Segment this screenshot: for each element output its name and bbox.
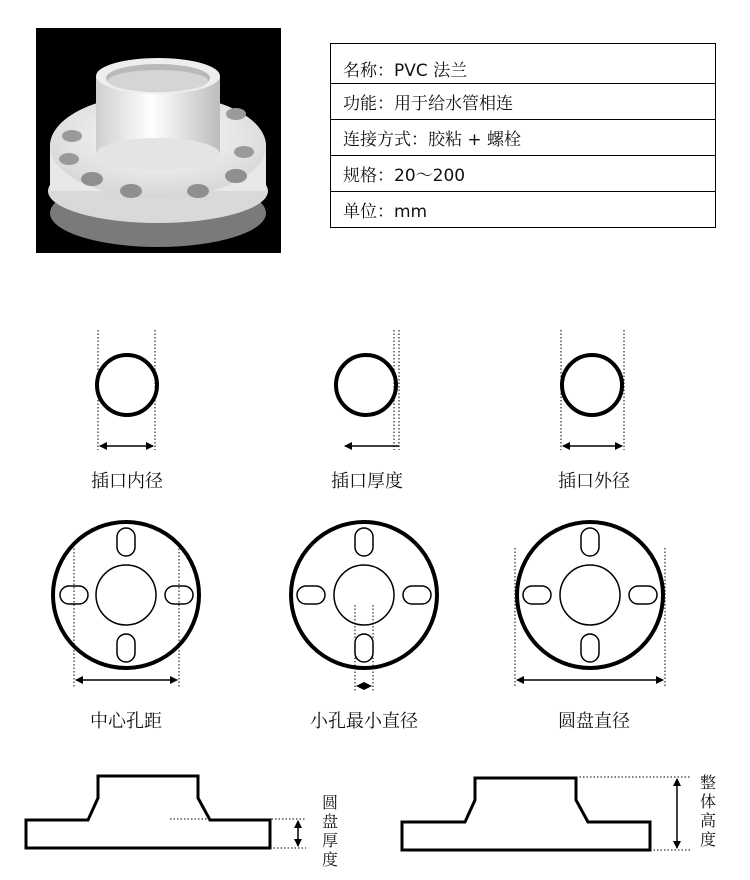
spec-function: 功能：用于给水管相连 <box>331 84 716 120</box>
socket-inner-diameter-label: 插口内径 <box>91 471 163 492</box>
spec-unit: 单位：mm <box>331 192 716 228</box>
disc-diameter-diagram <box>515 522 665 688</box>
center-hole-distance-label: 中心孔距 <box>90 711 162 732</box>
small-hole-min-diameter-label: 小孔最小直径 <box>310 711 418 732</box>
center-hole-distance-diagram <box>53 522 199 688</box>
spec-name: 名称：PVC 法兰 <box>331 44 716 84</box>
spec-size: 规格：20～200 <box>331 156 716 192</box>
socket-outer-diameter-label: 插口外径 <box>558 471 630 492</box>
socket-inner-diameter-diagram <box>97 330 157 450</box>
disc-diameter-label: 圆盘直径 <box>558 711 630 732</box>
socket-thickness-label: 插口厚度 <box>331 471 403 492</box>
spec-connection: 连接方式：胶粘 + 螺栓 <box>331 120 716 156</box>
socket-thickness-diagram <box>336 330 399 450</box>
overall-height-diagram <box>402 777 690 850</box>
socket-outer-diameter-diagram <box>561 330 624 450</box>
overall-height-label: 整体高度 <box>699 773 716 849</box>
disc-thickness-label: 圆盘厚度 <box>321 793 338 869</box>
small-hole-min-diameter-diagram <box>291 522 437 692</box>
disc-thickness-diagram <box>26 776 306 848</box>
